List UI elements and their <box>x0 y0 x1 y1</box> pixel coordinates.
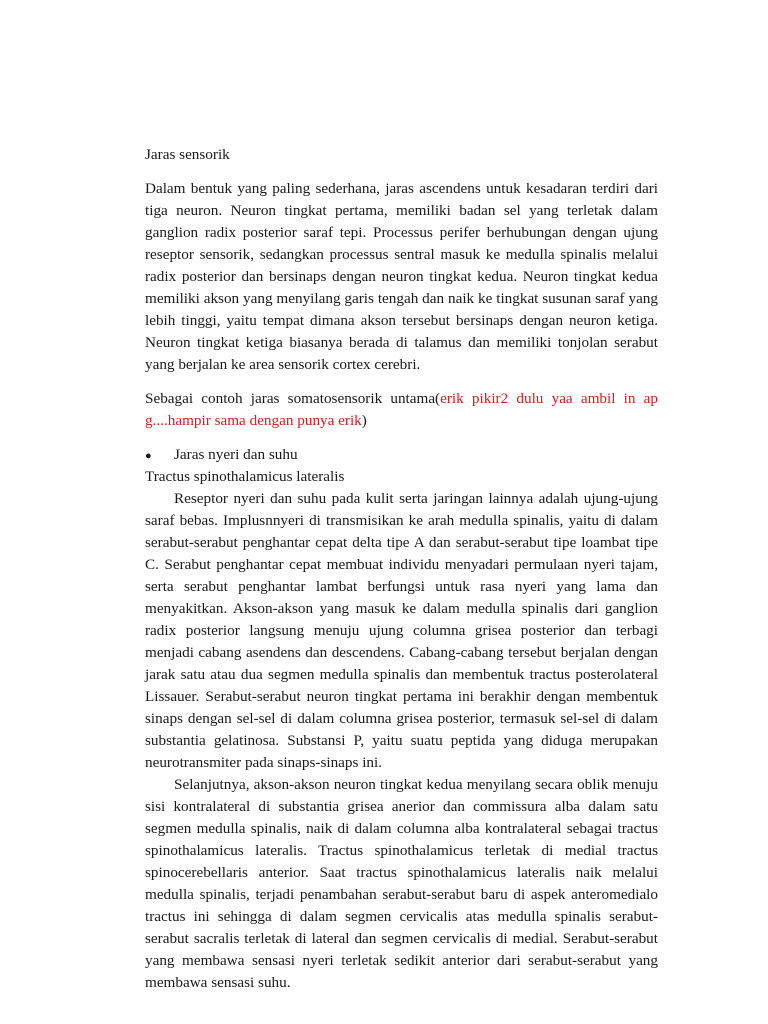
bullet-item-label: Jaras nyeri dan suhu <box>174 446 298 463</box>
document-page <box>145 144 658 994</box>
subheading: Tractus spinothalamicus lateralis <box>145 468 345 485</box>
bullet-list-item <box>145 444 658 466</box>
section-heading: Jaras sensorik <box>145 146 230 163</box>
body-paragraph-1: Reseptor nyeri dan suhu pada kulit serta jaringan lainnya adalah ujung-ujung saraf bebas. Implusnnyeri di transmisikan ke arah medulla spinalis, yaitu di dalam serabut-serabut penghantar cepat delta tipe A dan serabut-serabut tipe loambat tipe C. Serabut penghantar cepat membuat individu menyadari permulaan nyeri tajam, serta serabut penghantar lambat berfungsi untuk rasa nyeri yang lama dan menyakitkan. Akson-akson yang masuk ke dalam medulla spinalis dari ganglion radix posterior langsung menuju ujung columna grisea posterior dan terbagi menjadi cabang asendens dan descendens. Cabang-cabang tersebut berjalan dengan jarak satu atau dua segmen medulla spinalis dan membentuk tractus posterolateral Lissauer. Serabut-serabut neuron tingkat pertama ini berakhir dengan membentuk sinaps dengan sel-sel di dalam columna grisea posterior, termasuk sel-sel di dalam substantia gelatinosa. Substansi P, yaitu suatu peptida yang diduga merupakan neurotransmiter pada sinaps-sinaps ini. <box>145 490 658 771</box>
example-prefix: Sebagai contoh jaras somatosensorik untama( <box>145 390 441 407</box>
bullet-dot-icon: ● <box>145 450 152 462</box>
body-paragraph-2: Selanjutnya, akson-akson neuron tingkat kedua menyilang secara oblik menuju sisi kontralateral di substantia grisea anerior dan commissura alba dalam satu segmen medulla spinalis, naik di dalam columna alba kontralateral sebagai tractus spinothalamicus lateralis. Tractus spinothalamicus terletak di medial tractus spinocerebellaris anterior. Saat tractus spinothalamicus lateralis naik melalui medulla spinalis, terjadi penambahan serabut-serabut baru di aspek anteromedialo tractus ini sehingga di dalam segmen cervicalis atas medulla spinalis serabut-serabut sacralis terletak di lateral dan segmen cervicalis di medial. Serabut-serabut yang membawa sensasi nyeri terletak sedikit anterior dari serabut-serabut yang membawa sensasi suhu. <box>145 776 658 991</box>
example-suffix: ) <box>361 412 367 429</box>
intro-paragraph: Dalam bentuk yang paling sederhana, jaras ascendens untuk kesadaran terdiri dari tiga neuron. Neuron tingkat pertama, memiliki badan sel yang terletak dalam ganglion radix posterior saraf tepi. Processus perifer berhubungan dengan ujung reseptor sensorik, sedangkan processus sentral masuk ke medulla spinalis melalui radix posterior dan bersinaps dengan neuron tingkat kedua. Neuron tingkat kedua memiliki akson yang menyilang garis tengah dan naik ke tingkat susunan saraf yang lebih tinggi, yaitu tempat dimana akson tersebut bersinaps dengan neuron ketiga. Neuron tingkat ketiga biasanya berada di talamus dan memiliki tonjolan serabut yang berjalan ke area sensorik cortex cerebri. <box>145 180 658 373</box>
example-note: erik pikir2 dulu yaa ambil in ap g....hampir sama dengan punya erik <box>145 390 658 429</box>
example-paragraph <box>145 388 658 432</box>
